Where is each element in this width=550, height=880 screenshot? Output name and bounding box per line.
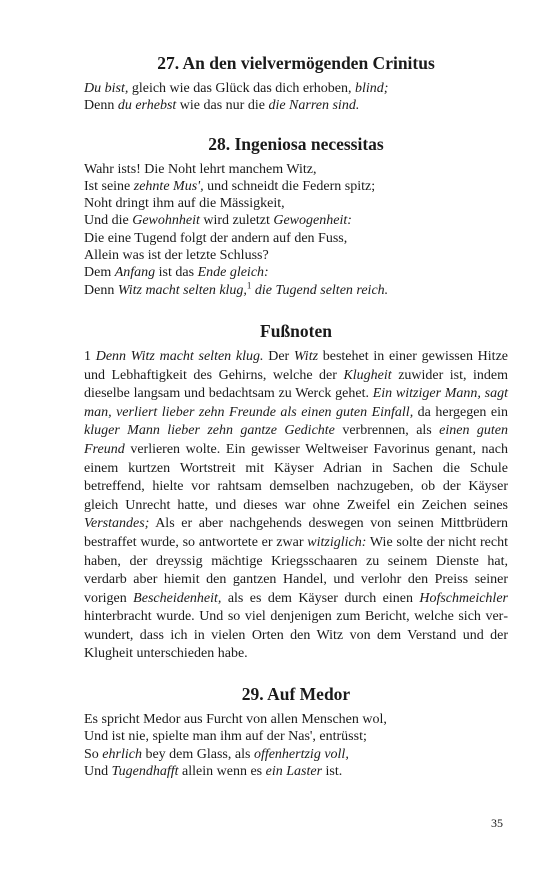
text-run: als es dem Käyser durch einen (221, 590, 420, 606)
verse-line (84, 282, 508, 299)
italic-text: Denn Witz macht selten klug. (95, 348, 264, 364)
text-run: Und ist nie, spielte man ihm auf der Nas', entrüsst; (84, 729, 367, 745)
footnotes-heading: Fußnoten (260, 320, 332, 341)
verse-line (84, 264, 508, 281)
text-run: da hergegen ein (413, 404, 508, 420)
italic-text: zehnte Mus', (133, 178, 204, 194)
italic-text: Gewohnheit (132, 213, 200, 229)
italic-text: ehrlich (102, 746, 142, 762)
text-run: ist das (155, 265, 198, 281)
verse-line (84, 97, 508, 114)
text-run: Dem (84, 265, 115, 281)
italic-text: Witz (293, 348, 319, 364)
text-run: allein wenn es (178, 763, 266, 779)
footnote-1 (84, 348, 508, 664)
verse-line (84, 178, 508, 195)
italic-text: Gewogenheit: (273, 213, 352, 229)
text-run: 1 (84, 348, 96, 364)
italic-text: Klugheit (343, 367, 392, 383)
italic-text: offenhertzig voll, (253, 746, 349, 762)
text-run: und schneidt die Federn spitz; (203, 178, 376, 194)
text-run: Denn (84, 98, 118, 114)
text-run: Allein was ist der letzte Schluss? (84, 248, 269, 264)
verse-line (84, 161, 508, 178)
text-run: Und (84, 763, 112, 779)
verse-line (84, 212, 508, 229)
text-run: Die eine Tugend folgt der andern auf den Fuss, (84, 230, 348, 246)
text-run: verbrennen, als (334, 423, 440, 439)
italic-text: einen guten Freund (84, 423, 509, 457)
footnote-ref: 1 (246, 280, 252, 291)
poem-27-text (84, 80, 508, 115)
poem-28-title: 28. Ingeniosa necessitas (208, 133, 384, 154)
italic-text: kluger Mann lieber zehn gantze Gedichte (84, 423, 335, 439)
italic-text: die Tugend selten reich. (251, 282, 389, 298)
italic-text: Hofschmeichler (419, 590, 508, 606)
verse-line (84, 247, 508, 264)
text-run: Noht dringt ihm auf die Mässigkeit, (84, 196, 285, 212)
italic-text: Verstandes; (84, 516, 150, 532)
italic-text: Ende gleich: (197, 265, 269, 281)
italic-text: die Narren sind. (268, 98, 360, 114)
verse-line (84, 80, 508, 97)
text-run: wie das nur die (176, 98, 269, 114)
text-run: Und die (84, 213, 133, 229)
italic-text: Bescheidenheit, (133, 590, 222, 606)
italic-text: witziglich: (307, 534, 367, 550)
italic-text: Ein witziger Mann, sagt man, verliert lieber zehn Freunde als einen guten Einfall, (84, 386, 509, 420)
text-run: Es spricht Medor aus Furcht von allen Menschen wol, (84, 712, 387, 728)
verse-line (84, 728, 508, 745)
page-number: 35 (491, 816, 503, 830)
text-run: wird zuletzt (199, 213, 274, 229)
verse-line (84, 746, 508, 763)
page-content (84, 52, 508, 780)
poem-29-text (84, 711, 508, 780)
italic-text: Anfang (114, 265, 156, 281)
text-run: bestehet in einer gewissen Hitze und Lebhaftigkeit des Gehirns, welche der (84, 348, 508, 383)
poem-29-title: 29. Auf Medor (241, 684, 351, 705)
italic-text: blind; (355, 81, 389, 96)
text-run: gleich wie das Glück das dich erhoben, (128, 81, 355, 96)
text-run: bey dem Glass, als (141, 746, 254, 762)
italic-text: Du bist, (84, 81, 129, 96)
text-run: Ist seine (84, 178, 134, 194)
italic-text: ein Laster (265, 763, 323, 779)
text-run: Als er aber nachgehends deswegen von seinen Mittbrüdern bestraffet wurde, so antwortete er zwar (84, 516, 508, 550)
verse-line (84, 195, 508, 212)
italic-text: Tugendhafft (111, 763, 179, 779)
text-run: hinterbracht wurde. Und so viel denjenigen zum Bericht, welche sich verwundert, dass ich in vielen Orten den Witz von dem Verstand und der Klugheit unterschieden habe. (84, 609, 508, 662)
italic-text: du erhebst (117, 98, 177, 114)
poem-28-text (84, 161, 508, 299)
text-run: Denn (84, 282, 118, 298)
text-run: zuwider ist, indem dieselbe langsam und bedachtsam zu Werck gehet. (84, 367, 509, 402)
text-run: Wie solte der nicht recht haben, der dreyssig mächtige Kriegsschaaren zu seinem Dienste hat, verdarb aber hiemit den gantzen Handel, und verlohr den Preiss seiner vorigen (84, 534, 508, 606)
italic-text: Witz macht selten klug, (117, 282, 247, 298)
poem-27-title: 27. An den vielvermögenden Crinitus (157, 53, 435, 73)
text-run: verlieren wolte. Ein gewisser Weltweiser Favorinus genant, nach einem kurtzen Wortstreit mit Käyser Adrian in Sachen die Schule betreffend, hielte vor rahtsam demselben nachzugeben, ob der Käyser gleich Unrecht hatte, und dieses war ohne Zweifel ein Zeichen seines (84, 441, 508, 513)
text-run: Wahr ists! Die Noht lehrt manchem Witz, (84, 161, 317, 177)
verse-line (84, 230, 508, 247)
text-run: Der (263, 348, 294, 364)
verse-line (84, 763, 508, 780)
text-run: ist. (322, 763, 343, 779)
verse-line (84, 711, 508, 728)
text-run: So (84, 746, 103, 762)
